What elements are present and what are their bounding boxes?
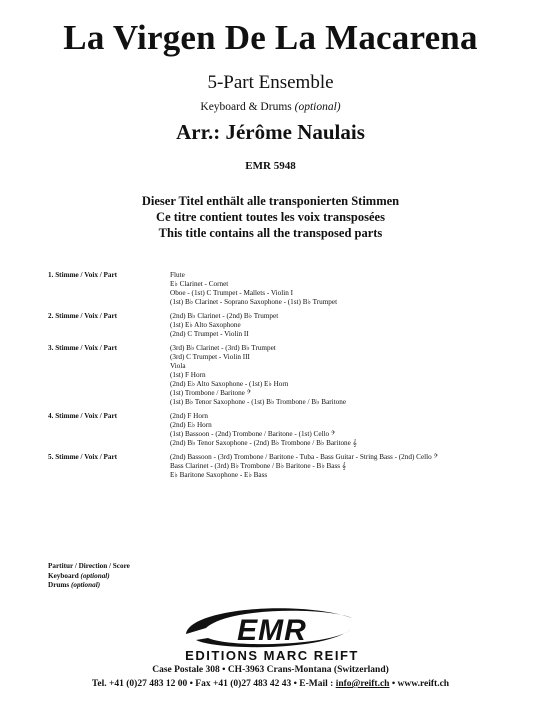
catalog-number: EMR 5948 xyxy=(245,160,296,172)
instrument-line: (2nd) E♭ Alto Saxophone - (1st) E♭ Horn xyxy=(170,380,289,388)
drums-optional: (optional) xyxy=(70,581,101,590)
note-german: Dieser Titel enthält alle transponierten Stimmen xyxy=(141,194,400,208)
instrument-line: (2nd) F Horn xyxy=(170,412,208,420)
part-instruments xyxy=(170,271,528,307)
instrument-line: (3rd) C Trumpet - Violin III xyxy=(170,353,250,361)
instrument-line: (1st) F Horn xyxy=(170,371,206,379)
publisher-name: EDITIONS MARC REIFT xyxy=(185,648,359,662)
part-3 xyxy=(48,344,528,407)
part-label: 2. Stimme / Voix / Part xyxy=(48,312,118,320)
instrumentation-line xyxy=(0,101,541,113)
instrument-line: (2nd) B♭ Tenor Saxophone - (2nd) B♭ Trombone / B♭ Baritone 𝄞 xyxy=(170,439,357,447)
contact-website[interactable]: • www.reift.ch xyxy=(389,679,450,689)
instrument-line: (2nd) E♭ Horn xyxy=(170,421,212,429)
keyboard-line xyxy=(48,572,130,582)
instrument-line: E♭ Baritone Saxophone - E♭ Bass xyxy=(170,471,268,479)
keyboard-label: Keyboard xyxy=(48,571,79,580)
part-instruments xyxy=(170,344,528,407)
note-english: This title contains all the transposed parts xyxy=(158,226,383,240)
instrument-line: Flute xyxy=(170,271,185,279)
instrument-line: Bass Clarinet - (3rd) B♭ Trombone / B♭ Baritone - B♭ Bass 𝄞 xyxy=(170,462,347,470)
instrumentation-text: Keyboard & Drums xyxy=(200,101,292,113)
instrument-line: (3rd) B♭ Clarinet - (3rd) B♭ Trumpet xyxy=(170,344,276,352)
instrument-line: (1st) Trombone / Baritone 𝄢 xyxy=(170,389,252,397)
score-label: Partitur / Direction / Score xyxy=(48,562,130,570)
publisher-address: Case Postale 308 • CH-3963 Crans-Montana (Switzerland) xyxy=(152,665,389,675)
part-2 xyxy=(48,312,528,339)
drums-line xyxy=(48,581,130,591)
part-label: 1. Stimme / Voix / Part xyxy=(48,271,118,279)
ensemble-subtitle: 5-Part Ensemble xyxy=(207,72,334,93)
contact-phone-fax: Tel. +41 (0)27 483 12 00 • Fax +41 (0)27 483 42 43 • E-Mail : xyxy=(91,679,336,689)
instrument-line: (1st) E♭ Alto Saxophone xyxy=(170,321,241,329)
part-instruments xyxy=(170,453,528,480)
part-instruments xyxy=(170,412,528,448)
publisher-logo xyxy=(0,600,541,662)
instrument-line: (1st) Bassoon - (2nd) Trombone / Baritone - (1st) Cello 𝄢 xyxy=(170,430,336,438)
part-label: 5. Stimme / Voix / Part xyxy=(48,453,118,461)
part-4 xyxy=(48,412,528,448)
keyboard-optional: (optional) xyxy=(80,571,110,580)
logo-mark: EMR xyxy=(237,614,307,647)
part-instruments xyxy=(170,312,528,339)
drums-label: Drums xyxy=(48,581,70,590)
part-label: 3. Stimme / Voix / Part xyxy=(48,344,118,352)
instrument-line: Viola xyxy=(170,362,186,370)
page-title: La Virgen De La Macarena xyxy=(63,18,478,57)
part-1 xyxy=(48,271,528,307)
instrument-line: (2nd) C Trumpet - Violin II xyxy=(170,330,249,338)
instrument-line: Oboe - (1st) C Trumpet - Mallets - Violin I xyxy=(170,289,294,297)
instrument-line: (1st) B♭ Clarinet - Soprano Saxophone - (1st) B♭ Trumpet xyxy=(170,298,338,306)
parts-list xyxy=(48,271,528,485)
instrument-line: (1st) B♭ Tenor Saxophone - (1st) B♭ Trombone / B♭ Baritone xyxy=(170,398,347,406)
note-french: Ce titre contient toutes les voix transposées xyxy=(156,210,385,224)
score-extras xyxy=(48,562,130,591)
arranger: Arr.: Jérôme Naulais xyxy=(176,120,365,144)
transposition-notes xyxy=(0,193,541,241)
publisher-contact xyxy=(0,679,541,689)
instrument-line: E♭ Clarinet - Cornet xyxy=(170,280,229,288)
email-link[interactable]: info@reift.ch xyxy=(335,679,390,689)
instrument-line: (2nd) Bassoon - (3rd) Trombone / Baritone - Tuba - Bass Guitar - String Bass - (2nd) Cello 𝄢 xyxy=(170,453,439,461)
part-label: 4. Stimme / Voix / Part xyxy=(48,412,118,420)
instrument-line: (2nd) B♭ Clarinet - (2nd) B♭ Trumpet xyxy=(170,312,279,320)
part-5 xyxy=(48,453,528,480)
instrumentation-optional: (optional) xyxy=(294,101,341,113)
